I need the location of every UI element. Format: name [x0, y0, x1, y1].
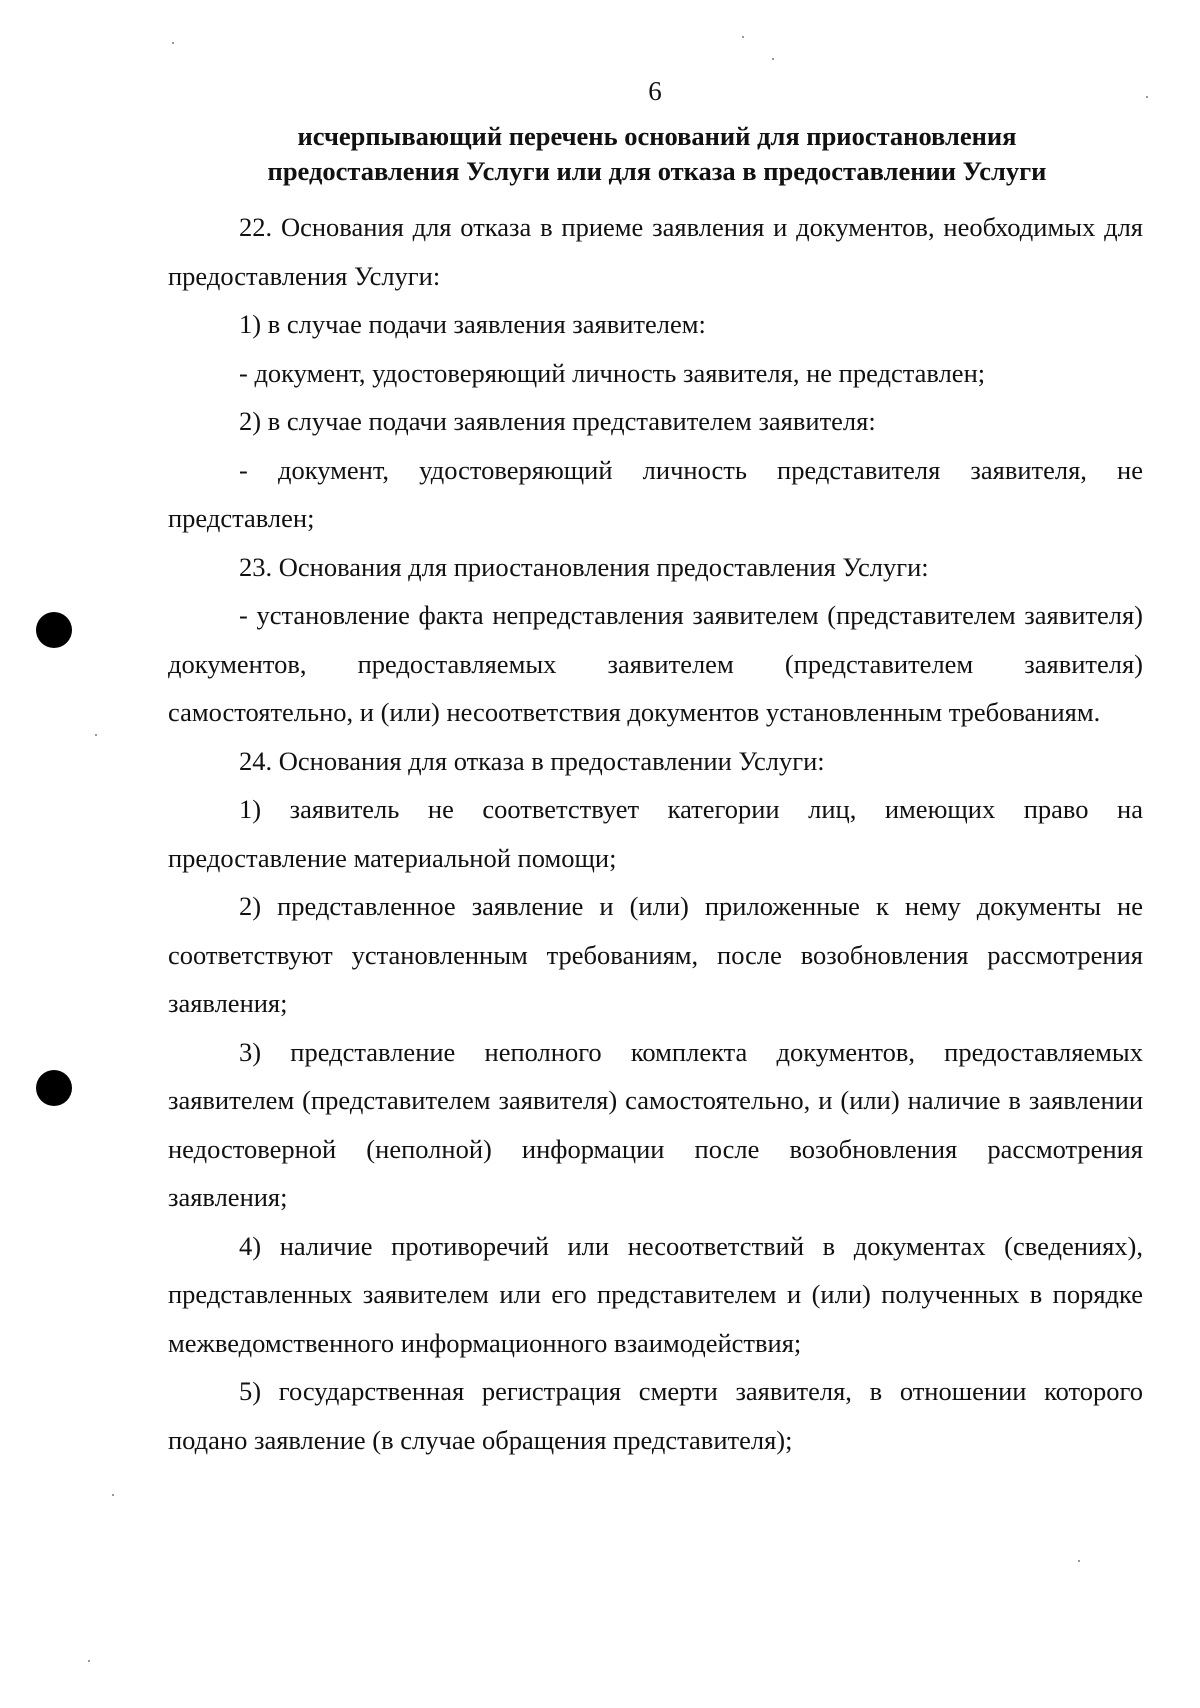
paragraph-22-item-2: 2) в случае подачи заявления представителем заявителя: — [239, 406, 876, 436]
document-body — [168, 203, 1143, 1464]
scan-speck — [88, 1660, 90, 1662]
scan-speck — [95, 734, 97, 736]
paragraph-23-detail: - установление факта непредставления заявителем (представителем заявителя) документов, предоставляемых заявителем (представителем заявителя) самостоятельно, и (или) несоответствия документов установленным требованиям. — [168, 600, 1143, 727]
paragraph-24: 24. Основания для отказа в предоставлении Услуги: — [239, 745, 825, 776]
paragraph-23: 23. Основания для приостановления предоставления Услуги: — [239, 551, 929, 582]
binder-hole-mark — [36, 1070, 72, 1106]
scan-speck — [112, 1494, 114, 1496]
paragraph-24-item-1: 1) заявитель не соответствует категории лиц, имеющих право на предоставление материальной помощи; — [168, 794, 1143, 873]
paragraph-22-item-1-detail: - документ, удостоверяющий личность заявителя, не представлен; — [239, 357, 986, 388]
section-heading — [170, 119, 1144, 189]
scan-speck — [1078, 1560, 1080, 1562]
scan-speck — [772, 58, 774, 60]
binder-hole-mark — [36, 612, 72, 648]
scan-speck — [1146, 96, 1148, 98]
paragraph-24-item-2: 2) представленное заявление и (или) приложенные к нему документы не соответствуют установленным требованиям, после возобновления рассмотрения заявления; — [168, 891, 1143, 1018]
paragraph-24-item-3: 3) представление неполного комплекта документов, предоставляемых заявителем (представителем заявителя) самостоятельно, и (или) наличие в заявлении недостоверной (неполной) информации после возобновления рассмотрения заявления; — [168, 1036, 1143, 1212]
paragraph-22-item-2-detail: - документ, удостоверяющий личность представителя заявителя, не представлен; — [168, 454, 1143, 533]
heading-line-2: предоставления Услуги или для отказа в предоставлении Услуги — [267, 156, 1047, 186]
scan-speck — [172, 42, 174, 44]
paragraph-22-item-1: 1) в случае подачи заявления заявителем: — [239, 309, 706, 339]
page-number: 6 — [648, 76, 662, 106]
scan-speck — [742, 36, 744, 38]
paragraph-24-item-5: 5) государственная регистрация смерти заявителя, в отношении которого подано заявление (в случае обращения представителя); — [168, 1376, 1143, 1455]
paragraph-24-item-4: 4) наличие противоречий или несоответствий в документах (сведениях), представленных заявителем или его представителем и (или) полученных в порядке межведомственного информационного взаимодействия; — [168, 1230, 1143, 1358]
heading-line-1: исчерпывающий перечень оснований для приостановления — [297, 121, 1017, 151]
paragraph-22: 22. Основания для отказа в приеме заявления и документов, необходимых для предоставления Услуги: — [168, 212, 1143, 291]
